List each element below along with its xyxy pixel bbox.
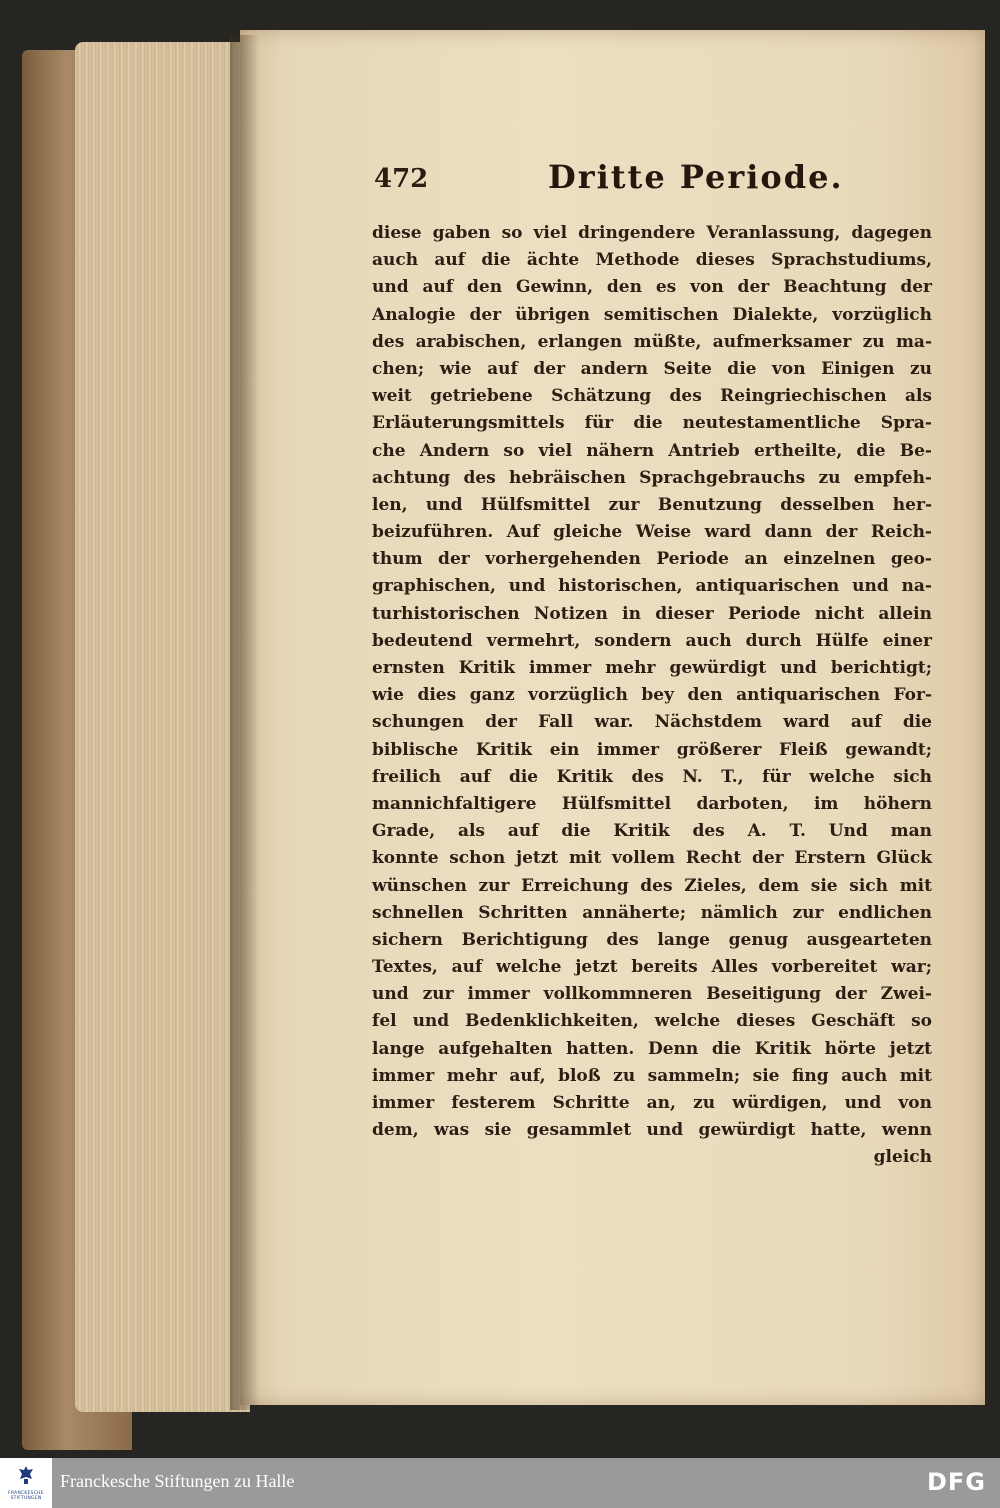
text-line: diese gaben so viel dringendere Veranlassung, dagegen [372, 223, 932, 243]
logo-text: FRANCKESCHE STIFTUNGEN [8, 1491, 44, 1501]
eagle-crest-icon [18, 1465, 34, 1485]
text-line: lange aufgehalten hatten. Denn die Kritik hörte jetzt [372, 1038, 932, 1059]
text-line: und zur immer vollkommneren Beseitigung der Zwei- [372, 984, 932, 1005]
text-line: che Andern so viel nähern Antrieb ertheilte, die Be- [372, 440, 932, 461]
text-line: des arabischen, erlangen müßte, aufmerksamer zu ma- [372, 331, 932, 352]
text-line: immer festerem Schritte an, zu würdigen, und von [372, 1093, 932, 1113]
text-line: mannichfaltigere Hülfsmittel darboten, im höhern [372, 793, 932, 814]
text-line: len, und Hülfsmittel zur Benutzung desselben her- [372, 494, 932, 515]
text-line: gleich [873, 1147, 932, 1168]
spine-shadow [230, 35, 260, 1410]
text-line: chen; wie auf der andern Seite die von Einigen zu [372, 358, 932, 379]
text-line: biblische Kritik ein immer größerer Fleiß gewandt; [372, 739, 932, 760]
book-page [240, 30, 985, 1405]
text-line: Analogie der übrigen semitischen Dialekte, vorzüglich [372, 304, 932, 325]
institution-logo[interactable] [0, 1458, 52, 1508]
text-line: sichern Berichtigung des lange genug ausgearteten [372, 929, 932, 950]
text-line: Grade, als auf die Kritik des A. T. Und man [372, 821, 932, 842]
page-header [370, 158, 970, 208]
text-line: turhistorischen Notizen in dieser Periode nicht allein [372, 603, 932, 624]
text-line: immer mehr auf, bloß zu sammeln; sie fing auch mit [372, 1065, 932, 1086]
text-line: achtung des hebräischen Sprachgebrauchs zu empfeh- [372, 467, 932, 488]
text-line: ernsten Kritik immer mehr gewürdigt und berichtigt; [372, 658, 932, 678]
text-line: dem, was sie gesammlet und gewürdigt hatte, wenn [372, 1120, 932, 1141]
text-line: Erläuterungsmittels für die neutestamentliche Spra- [372, 413, 932, 434]
text-line: konnte schon jetzt mit vollem Recht der Erstern Glück [372, 848, 932, 869]
body-text [372, 220, 932, 1172]
page-edges [75, 42, 250, 1412]
text-line: auch auf die ächte Methode dieses Sprachstudiums, [372, 250, 932, 271]
text-line: schnellen Schritten annäherte; nämlich zur endlichen [372, 902, 932, 923]
text-line: graphischen, und historischen, antiquarischen und na- [372, 576, 932, 597]
text-line: beizuführen. Auf gleiche Weise ward dann der Reich- [372, 522, 932, 543]
text-line: wie dies ganz vorzüglich bey den antiquarischen For- [372, 685, 932, 706]
text-line: fel und Bedenklichkeiten, welche dieses Geschäft so [372, 1011, 932, 1032]
text-line: Textes, auf welche jetzt bereits Alles vorbereitet war; [372, 957, 932, 978]
text-line: wünschen zur Erreichung des Zieles, dem sie sich mit [372, 875, 932, 896]
running-head: Dritte Periode. [548, 158, 844, 196]
text-line: freilich auf die Kritik des N. T., für welche sich [372, 766, 932, 787]
text-line: schungen der Fall war. Nächstdem ward auf die [372, 712, 932, 733]
text-line: weit getriebene Schätzung des Reingriechischen als [372, 386, 932, 407]
text-line: und auf den Gewinn, den es von der Beachtung der [372, 277, 932, 298]
page-number: 472 [374, 164, 429, 194]
dfg-logo[interactable]: DFG [926, 1468, 986, 1496]
text-line: bedeutend vermehrt, sondern auch durch Hülfe einer [372, 630, 932, 651]
institution-name[interactable]: Franckesche Stiftungen zu Halle [60, 1471, 295, 1491]
footer-bar [0, 1458, 1000, 1508]
text-line: thum der vorhergehenden Periode an einzelnen geo- [372, 549, 932, 570]
